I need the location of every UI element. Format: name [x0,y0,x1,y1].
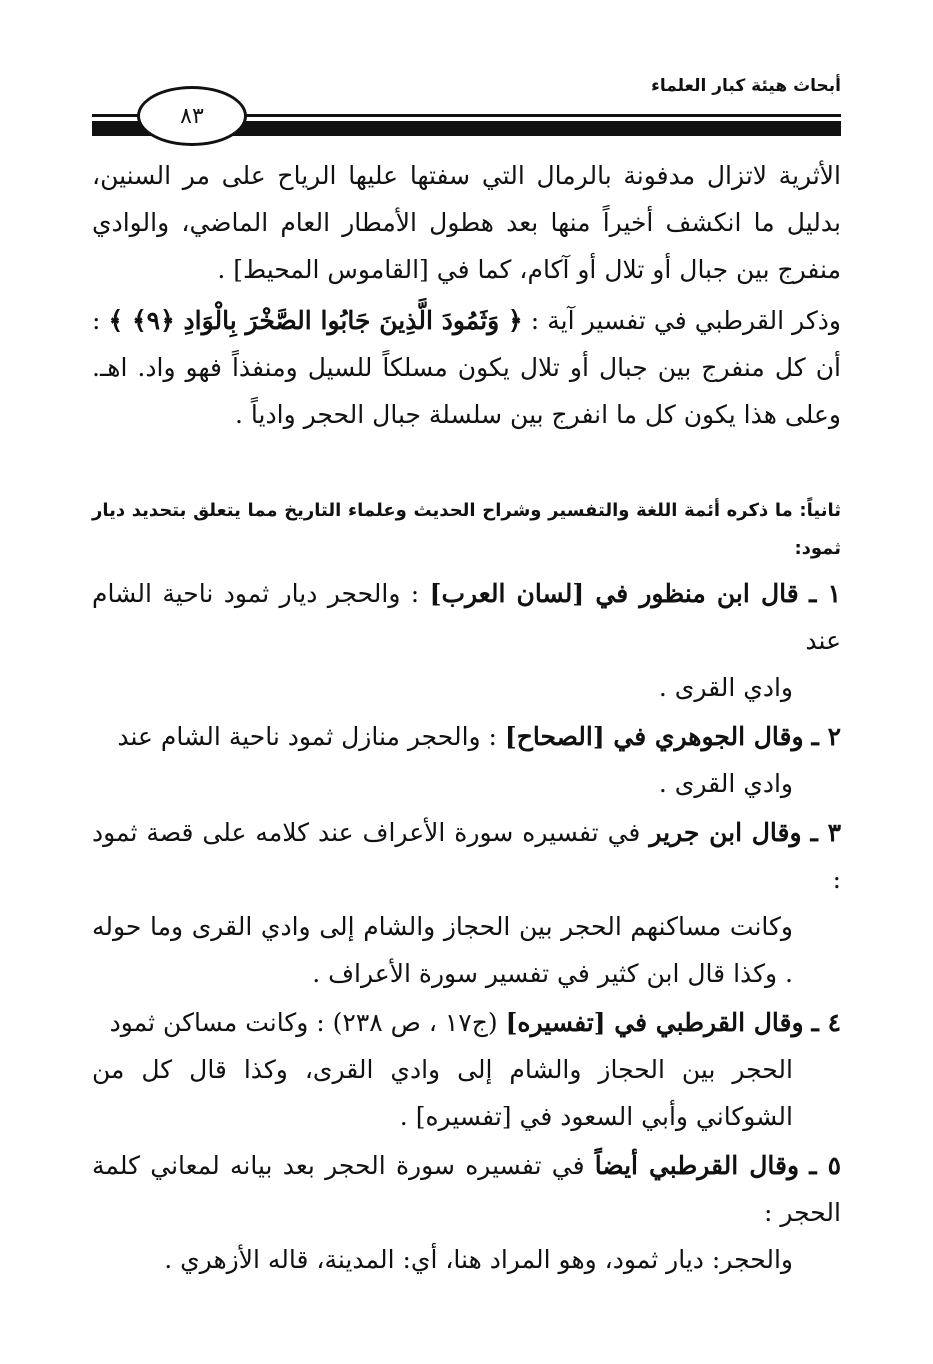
item-text: : والحجر منازل ثمود ناحية الشام عند [117,722,497,751]
item-continuation: وادي القرى . [658,769,793,798]
item-continuation: والحجر: ديار ثمود، وهو المراد هنا، أي: المدينة، قاله الأزهري . [164,1245,793,1274]
item-text: في تفسيره سورة الحجر بعد بيانه لمعاني كلمة الحجر : [92,1151,841,1227]
item-number: ٢ ـ [811,722,841,751]
item-text: (ج١٧ ، ص ٢٣٨) : وكانت مساكن ثمود [109,1008,498,1037]
paragraph: الأثرية لاتزال مدفونة بالرمال التي سفتها عليها الرياح على مر السنين، بدليل ما انكشف أخيراً منها بعد هطول الأمطار العام الماضي، والوادي منفرج بين جبال أو تلال أو آكام، كما في [القاموس المحيط] . [92,161,841,284]
item-continuation: الحجر بين الحجاز والشام إلى وادي القرى، وكذا قال كل من الشوكاني وأبي السعود في [تفسيره] . [92,1055,793,1131]
item-continuation: وكانت مساكنهم الحجر بين الحجاز والشام إلى وادي القرى وما حوله . وكذا قال ابن كثير في تفسير سورة الأعراف . [92,912,793,988]
list-item [92,1142,841,1236]
quran-verse: ﴿ وَثَمُودَ الَّذِينَ جَابُوا الصَّخْرَ بِالْوَادِ ﴿٩﴾ ﴾ [108,306,523,335]
item-number: ٤ ـ [811,1008,841,1037]
item-number: ١ ـ [809,579,841,608]
list-item [92,713,841,760]
item-source: وقال القرطبي في [تفسيره] [505,1008,804,1037]
running-title: أبحاث هيئة كبار العلماء [651,76,841,96]
item-text: : والحجر ديار ثمود ناحية الشام عند [92,579,841,655]
item-source: وقال القرطبي أيضاً [594,1151,800,1180]
item-source: وقال الجوهري في [الصحاح] [504,722,804,751]
paragraph-lead: وذكر القرطبي في تفسير آية : [530,306,841,335]
item-source: وقال ابن جرير [649,818,802,847]
item-text: في تفسيره سورة الأعراف عند كلامه على قصة ثمود : [92,818,841,894]
list-item [92,809,841,903]
list-item [92,570,841,664]
list-item [92,999,841,1046]
paragraph [92,297,841,438]
section-heading: ثانياً: ما ذكره أئمة اللغة والتفسير وشراح الحديث وعلماء التاريخ مما يتعلق بتحديد ديار ثمود: [92,500,841,559]
page-number: ٨٣ [137,86,247,146]
paragraph-rest: : أن كل منفرج بين جبال أو تلال يكون مسلكاً للسيل ومنفذاً فهو واد. اهـ. وعلى هذا يكون كل ما انفرج بين سلسلة جبال الحجر وادياً . [92,306,841,429]
item-source: قال ابن منظور في [لسان العرب] [429,579,799,608]
item-number: ٣ ـ [810,818,841,847]
page-body [92,152,841,1283]
item-continuation: وادي القرى . [658,673,793,702]
item-number: ٥ ـ [809,1151,842,1180]
